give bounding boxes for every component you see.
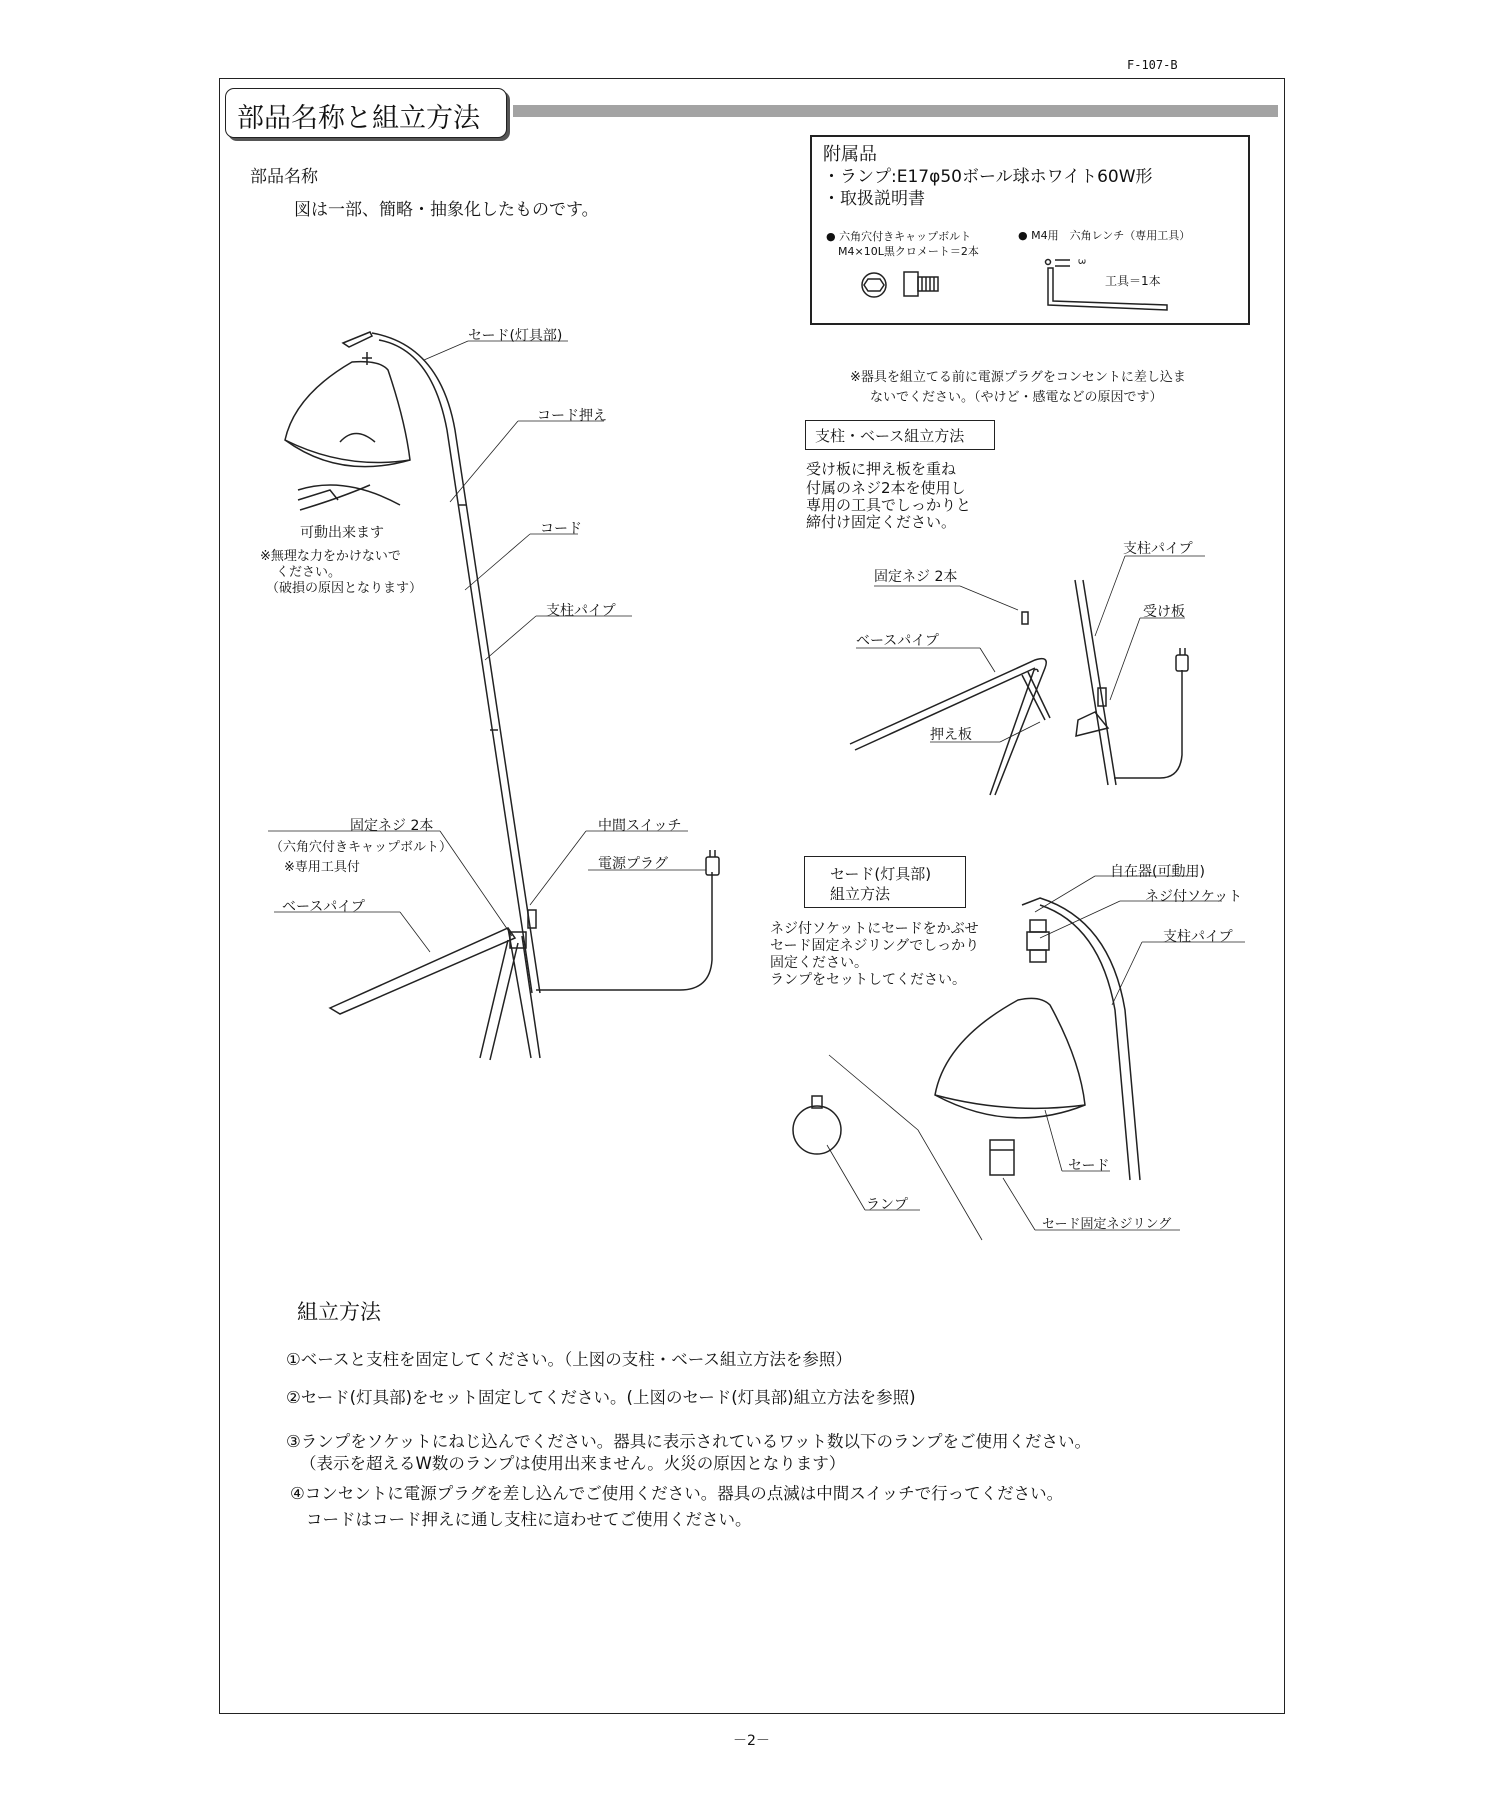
wrench-qty: 工具＝1本 (1105, 274, 1161, 288)
label-screw-desc: （六角穴付きキャップボルト） (270, 840, 453, 855)
pole-base-title: 支柱・ベース組立方法 (815, 427, 965, 445)
document-number: F-107-B (1127, 58, 1178, 72)
label-caution-1: ※無理な力をかけないで (260, 549, 401, 564)
bolt-side-icon (904, 272, 938, 296)
hex-wrench-icon (1046, 260, 1168, 311)
wrench-dimension: 3 (1075, 258, 1087, 265)
assembly-step-4-note: コードはコード押えに通し支柱に這わせてご使用ください。 (306, 1510, 752, 1529)
shade-asm-desc-2: セード固定ネジリングでしっかり (770, 938, 980, 954)
sa-label-lamp: ランプ (866, 1197, 908, 1213)
assembly-step-4: ④コンセントに電源プラグを差し込んでご使用ください。器具の点滅は中間スイッチで行ってください。 (290, 1484, 1064, 1503)
parts-note: 図は一部、簡略・抽象化したものです。 (294, 200, 599, 220)
assembly-step-1: ①ベースと支柱を固定してください。（上図の支柱・ベース組立方法を参照） (286, 1350, 852, 1369)
accessories-manual: ・取扱説明書 (823, 189, 925, 209)
warning-line1: ※器具を組立てる前に電源プラグをコンセントに差し込ま (850, 370, 1186, 385)
shade-asm-desc-4: ランプをセットしてください。 (770, 972, 966, 988)
shade-asm-title-1: セード(灯具部) (830, 865, 932, 883)
pole-base-desc-2: 付属のネジ2本を使用し (806, 479, 966, 497)
bolt-spec: M4×10L黒クロメート＝2本 (838, 245, 979, 258)
shade-assembly-leader-lines (827, 876, 1245, 1230)
pb-label-screw: 固定ネジ 2本 (874, 569, 958, 585)
sa-label-hanger: 自在器(可動用) (1110, 864, 1205, 880)
page-number: －2－ (733, 1733, 770, 1749)
label-screw: 固定ネジ 2本 (350, 818, 434, 834)
label-switch: 中間スイッチ (598, 818, 682, 834)
page-title: 部品名称と組立方法 (237, 103, 480, 134)
shade-assembly-illustration (793, 898, 1140, 1240)
main-lamp-illustration (285, 332, 719, 1060)
hex-bolt-head-icon (862, 273, 886, 297)
pole-base-desc-1: 受け板に押え板を重ね (806, 460, 957, 478)
pole-base-desc-3: 専用の工具でしっかりと (806, 496, 972, 514)
assembly-step-2: ②セード(灯具部)をセット固定してください。(上図のセード(灯具部)組立方法を参照) (286, 1388, 916, 1407)
sa-label-socket: ネジ付ソケット (1145, 889, 1243, 905)
pb-label-receiver: 受け板 (1143, 604, 1185, 620)
pb-label-press-plate: 押え板 (930, 727, 972, 743)
pole-base-leader-lines (856, 556, 1205, 742)
pb-label-base-pipe: ベースパイプ (856, 633, 939, 649)
sa-label-ring: セード固定ネジリング (1042, 1217, 1172, 1232)
accessories-lamp: ・ランプ:E17φ50ボール球ホワイト60W形 (823, 167, 1153, 187)
shade-asm-desc-3: 固定ください。 (770, 955, 868, 971)
label-caution-3: （破損の原因となります） (266, 581, 423, 596)
label-cord-holder: コード押え (537, 408, 607, 424)
sa-label-shade: セード (1068, 1158, 1110, 1174)
accessories-heading: 附属品 (823, 144, 877, 165)
shade-asm-desc-1: ネジ付ソケットにセードをかぶせ (770, 921, 979, 937)
pole-base-illustration (850, 580, 1188, 795)
label-screw-tool: ※専用工具付 (284, 860, 360, 875)
assembly-step-3: ③ランプをソケットにねじ込んでください。器具に表示されているワット数以下のランプをご使用ください。 (286, 1432, 1091, 1451)
label-movable: 可動出来ます (300, 525, 384, 541)
wrench-label: ● M4用 六角レンチ（専用工具） (1018, 229, 1191, 242)
pole-base-desc-4: 締付け固定ください。 (806, 513, 957, 531)
pb-label-pole-pipe: 支柱パイプ (1123, 541, 1193, 557)
label-caution-2: ください。 (276, 565, 342, 580)
label-plug: 電源プラグ (598, 856, 668, 872)
label-base-pipe: ベースパイプ (282, 899, 365, 915)
label-pole-pipe: 支柱パイプ (546, 603, 616, 619)
sa-label-pole-pipe: 支柱パイプ (1163, 929, 1233, 945)
bolt-label: ● 六角穴付きキャップボルト (826, 230, 972, 243)
label-cord: コード (540, 521, 582, 537)
assembly-step-3-note: （表示を超えるW数のランプは使用出来ません。火災の原因となります） (300, 1454, 846, 1473)
warning-line2: ないでください。（やけど・感電などの原因です） (870, 390, 1163, 405)
parts-heading: 部品名称 (250, 167, 318, 187)
label-shade: セード(灯具部) (468, 328, 563, 344)
shade-asm-title-2: 組立方法 (830, 885, 891, 903)
assembly-heading: 組立方法 (297, 1300, 381, 1324)
